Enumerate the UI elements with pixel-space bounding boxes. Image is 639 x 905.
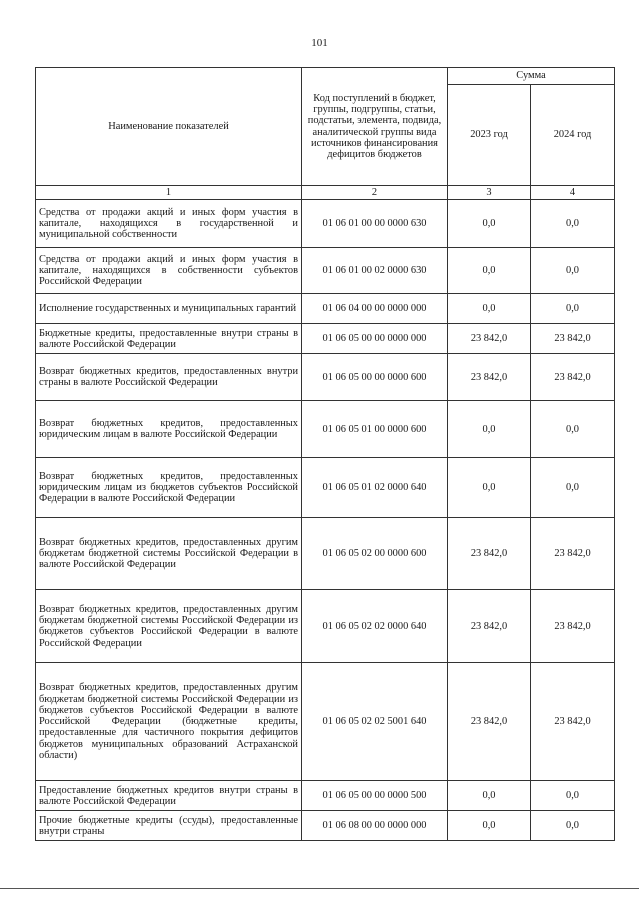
table-row [36, 401, 615, 458]
row-value-2024: 0,0 [531, 811, 615, 841]
row-name: Возврат бюджетных кредитов, предоставленных юридическим лицам в валюте Российской Федерации [36, 401, 302, 458]
header-year-2024: 2024 год [531, 85, 615, 186]
table-row [36, 590, 615, 663]
table-row [36, 324, 615, 354]
row-value-2023: 0,0 [448, 458, 531, 518]
row-code: 01 06 05 00 00 0000 500 [302, 781, 448, 811]
budget-sources-table [35, 67, 615, 841]
row-value-2023: 0,0 [448, 294, 531, 324]
row-value-2024: 23 842,0 [531, 590, 615, 663]
column-number: 2 [302, 186, 448, 200]
row-code: 01 06 05 02 00 0000 600 [302, 518, 448, 590]
page-bottom-divider [0, 888, 639, 889]
table-row [36, 458, 615, 518]
row-value-2024: 0,0 [531, 294, 615, 324]
header-year-2023: 2023 год [448, 85, 531, 186]
row-code: 01 06 05 00 00 0000 000 [302, 324, 448, 354]
header-code: Код поступлений в бюджет, группы, подгруппы, статьи, подстатьи, элемента, подвида, аналитической группы вида источников финансирования дефицитов бюджетов [302, 68, 448, 186]
row-name: Предоставление бюджетных кредитов внутри страны в валюте Российской Федерации [36, 781, 302, 811]
row-name: Средства от продажи акций и иных форм участия в капитале, находящихся в собственности субъектов Российской Федерации [36, 248, 302, 294]
row-name: Исполнение государственных и муниципальных гарантий [36, 294, 302, 324]
row-value-2024: 0,0 [531, 248, 615, 294]
row-name: Прочие бюджетные кредиты (ссуды), предоставленные внутри страны [36, 811, 302, 841]
row-value-2023: 0,0 [448, 781, 531, 811]
column-number: 1 [36, 186, 302, 200]
table-row [36, 294, 615, 324]
row-code: 01 06 01 00 00 0000 630 [302, 200, 448, 248]
header-name: Наименование показателей [36, 68, 302, 186]
row-value-2023: 0,0 [448, 200, 531, 248]
row-name: Возврат бюджетных кредитов, предоставленных внутри страны в валюте Российской Федерации [36, 354, 302, 401]
column-number: 4 [531, 186, 615, 200]
row-name: Бюджетные кредиты, предоставленные внутри страны в валюте Российской Федерации [36, 324, 302, 354]
table-row [36, 781, 615, 811]
row-value-2023: 23 842,0 [448, 590, 531, 663]
row-name: Возврат бюджетных кредитов, предоставленных другим бюджетам бюджетной системы Российской Федерации из бюджетов субъектов Российской Федерации в валюте Российской Федерации (бюджетные кредиты, предоставленные для частичного покрытия дефицитов бюджетов муниципальных образований Астраханской области) [36, 663, 302, 781]
page-number: 101 [311, 37, 328, 49]
table-row [36, 200, 615, 248]
row-name: Возврат бюджетных кредитов, предоставленных другим бюджетам бюджетной системы Российской Федерации в валюте Российской Федерации [36, 518, 302, 590]
row-code: 01 06 08 00 00 0000 000 [302, 811, 448, 841]
row-value-2024: 23 842,0 [531, 324, 615, 354]
table-row [36, 811, 615, 841]
row-value-2024: 0,0 [531, 200, 615, 248]
row-value-2023: 23 842,0 [448, 518, 531, 590]
row-value-2024: 23 842,0 [531, 663, 615, 781]
row-name: Возврат бюджетных кредитов, предоставленных другим бюджетам бюджетной системы Российской Федерации из бюджетов субъектов Российской Федерации в валюте Российской Федерации [36, 590, 302, 663]
row-value-2023: 23 842,0 [448, 663, 531, 781]
table-row [36, 663, 615, 781]
row-code: 01 06 05 00 00 0000 600 [302, 354, 448, 401]
table-row [36, 518, 615, 590]
row-name: Возврат бюджетных кредитов, предоставленных юридическим лицам из бюджетов субъектов Российской Федерации в валюте Российской Федерации [36, 458, 302, 518]
row-value-2023: 0,0 [448, 248, 531, 294]
row-value-2023: 0,0 [448, 811, 531, 841]
row-value-2024: 0,0 [531, 781, 615, 811]
table-row [36, 354, 615, 401]
row-value-2023: 0,0 [448, 401, 531, 458]
row-code: 01 06 05 01 02 0000 640 [302, 458, 448, 518]
row-value-2024: 23 842,0 [531, 354, 615, 401]
row-code: 01 06 05 02 02 5001 640 [302, 663, 448, 781]
row-value-2023: 23 842,0 [448, 324, 531, 354]
row-value-2024: 23 842,0 [531, 518, 615, 590]
row-name: Средства от продажи акций и иных форм участия в капитале, находящихся в государственной и муниципальной собственности [36, 200, 302, 248]
row-code: 01 06 01 00 02 0000 630 [302, 248, 448, 294]
row-value-2023: 23 842,0 [448, 354, 531, 401]
column-number: 3 [448, 186, 531, 200]
row-code: 01 06 04 00 00 0000 000 [302, 294, 448, 324]
header-sum: Сумма [448, 68, 615, 85]
row-code: 01 06 05 01 00 0000 600 [302, 401, 448, 458]
table-row [36, 248, 615, 294]
row-value-2024: 0,0 [531, 458, 615, 518]
row-value-2024: 0,0 [531, 401, 615, 458]
row-code: 01 06 05 02 02 0000 640 [302, 590, 448, 663]
